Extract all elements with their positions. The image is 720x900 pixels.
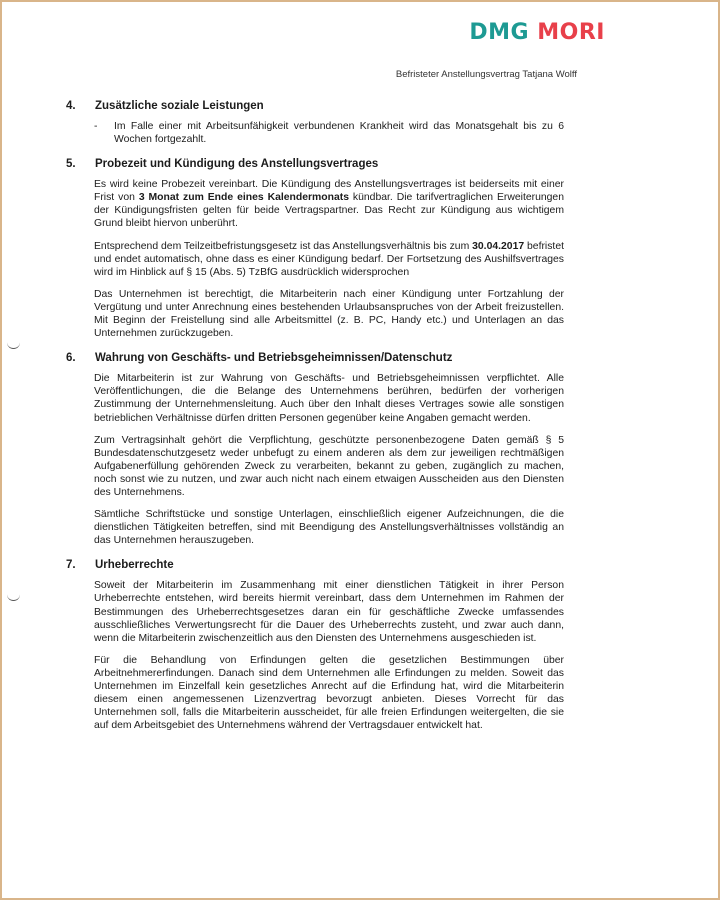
paragraph: Soweit der Mitarbeiterin im Zusammenhang mit einer dienstlichen Tätigkeit in ihrer Person Urheberrechte entstehen, wird bereits hiermit vereinbart, dass dem Unternehmen im Rahmen der Bestimmungen des Urheberrechtsgesetzes daran ein für geschäftliche Zwecke umfassendes ausschließliches Verwertungsrecht für die Dauer des Urheberrechts zusteht, und zwar auch dann, wenn die Mitarbeiterin zwischenzeitlich aus den Diensten des Unternehmens ausgeschieden ist. <box>94 580 564 644</box>
document-header: Befristeter Anstellungsvertrag Tatjana Wolff <box>395 69 577 80</box>
paragraph: Das Unternehmen ist berechtigt, die Mitarbeiterin nach einer Kündigung unter Fortzahlung der Vergütung und unter Anrechnung eines bestehenden Urlaubsanspruches von der Arbeit freizustellen. Mit Beginn der Freistellung sind alle Arbeitsmittel (z. B. PC, Handy etc.) und Unterlagen an das Unternehmen zurückzugeben. <box>94 288 564 340</box>
logo-part-mori: MORI <box>537 20 605 45</box>
section-number: 6. <box>66 352 76 365</box>
section-number: 5. <box>66 158 76 171</box>
paragraph <box>94 178 564 230</box>
section-heading <box>66 559 564 571</box>
list-item <box>94 120 564 146</box>
text-run: Entsprechend dem Teilzeitbefristungsgesetz ist das Anstellungsverhältnis bis zum <box>94 240 473 252</box>
document-body <box>66 100 564 744</box>
text-run: Es wird keine Probezeit vereinbart. Die Kündigung des Anstellungsvertrages ist beiderseits mit einer Frist von <box>94 179 564 204</box>
section-heading <box>66 100 564 112</box>
section-7 <box>66 559 564 732</box>
logo-part-dmg: DMG <box>469 20 530 45</box>
list-item-text: Im Falle einer mit Arbeitsunfähigkeit verbundenen Krankheit wird das Monatsgehalt bis zu 6 Wochen fortgezahlt. <box>114 121 564 146</box>
dmg-mori-logo <box>469 20 605 45</box>
text-run: kündbar. Die tarifvertraglichen Erweiterungen der Kündigungsfristen gelten für beide Vertragspartner. Das Recht zur Kündigung aus wichtigem Grund bleibt hiervon unberührt. <box>94 192 564 230</box>
section-title: Wahrung von Geschäfts- und Betriebsgeheimnissen/Datenschutz <box>95 352 453 365</box>
bullet-dash: - <box>94 121 98 132</box>
paragraph <box>94 240 564 279</box>
section-4 <box>66 100 564 146</box>
end-date-bold: 30.04.2017 <box>472 240 525 252</box>
text-run: befristet und endet automatisch, ohne dass es einer Kündigung bedarf. Der Fortsetzung des Aushilfsvertrages wird im Hinblick auf § 15 (Abs. 5) TzBfG ausdrücklich widersprochen <box>94 240 564 278</box>
paragraph: Zum Vertragsinhalt gehört die Verpflichtung, geschützte personenbezogene Daten gemäß § 5 Bundesdatenschutzgesetz weder unbefugt zu einem anderen als dem zur jeweiligen rechtmäßigen Aufgabenerfüllung gehörenden Zweck zu verarbeiten, bekannt zu geben, zugänglich zu machen, noch sonst wie zu nutzen, und zwar auch nicht nach einem etwaigen Ausscheiden aus den Diensten des Unternehmens. <box>94 434 564 498</box>
notice-period-bold: 3 Monat zum Ende eines Kalendermonats <box>138 192 349 204</box>
paragraph: Für die Behandlung von Erfindungen gelten die gesetzlichen Bestimmungen über Arbeitnehmererfindungen. Danach sind dem Unternehmen alle Erfindungen zu melden. Soweit das Unternehmen im Einzelfall kein gesetzliches Anrecht auf die Erfindung hat, wird die Mitarbeiterin diesem einen angemessenen Lizenzvertrag bevorzugt anbieten. Dieses Vorrecht für das Unternehmen soll, falls die Mitarbeiterin ausscheidet, für alle freien Erfindungen weitergelten, die sie auf dem Arbeitsgebiet des Unternehmens während der Vertragsdauer entwickelt hat. <box>94 654 564 732</box>
section-title: Zusätzliche soziale Leistungen <box>95 100 264 112</box>
paragraph: Sämtliche Schriftstücke und sonstige Unterlagen, einschließlich eigener Aufzeichnungen, die die dienstlichen Tätigkeiten betreffen, sind mit Beendigung des Anstellungsverhältnisses vollständig an das Unternehmen herauszugeben. <box>94 509 564 547</box>
section-number: 7. <box>66 559 76 572</box>
section-heading <box>66 158 564 170</box>
paragraph: Die Mitarbeiterin ist zur Wahrung von Geschäfts- und Betriebsgeheimnissen verpflichtet. Alle Veröffentlichungen, die die Belange des Unternehmens berühren, bedürfen der vorherigen Zustimmung der Unternehmensleitung. Auch über den Inhalt dieses Vertrages sowie alle sonstigen betrieblichen Verhältnisse dürfen dritten Personen gegenüber keine Angaben gemacht werden. <box>94 373 564 424</box>
section-title: Urheberrechte <box>95 559 174 572</box>
section-heading <box>66 352 564 364</box>
section-6 <box>66 352 564 547</box>
section-5 <box>66 158 564 340</box>
section-number: 4. <box>66 100 76 112</box>
section-title: Probezeit und Kündigung des Anstellungsvertrages <box>95 158 379 171</box>
